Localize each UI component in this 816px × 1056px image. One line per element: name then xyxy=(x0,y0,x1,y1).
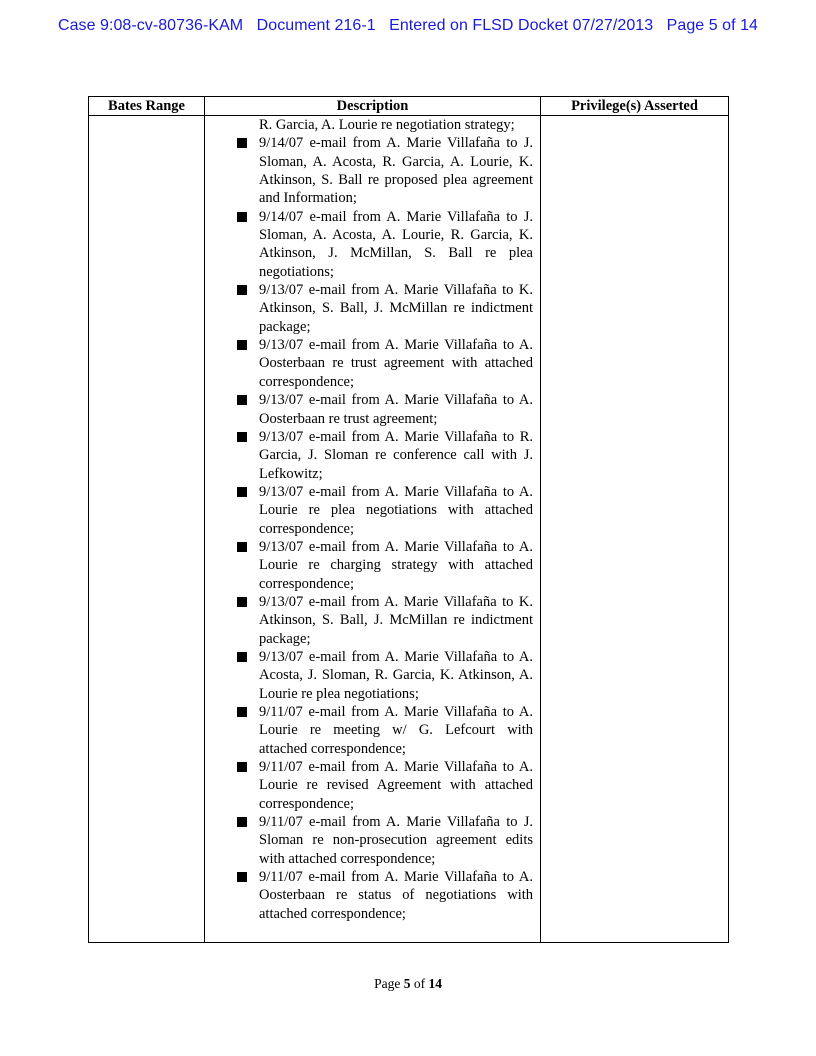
entry-text: 9/13/07 e-mail from A. Marie Villafaña to A. Lourie re charging strategy with attached correspondence; xyxy=(259,538,533,592)
list-item xyxy=(259,703,533,758)
list-item xyxy=(259,648,533,703)
list-item xyxy=(259,281,533,336)
footer-page-word: Page xyxy=(374,976,401,991)
description-cell xyxy=(205,116,541,943)
entry-text: 9/14/07 e-mail from A. Marie Villafaña to J. Sloman, A. Acosta, A. Lourie, R. Garcia, K. Atkinson, J. McMillan, S. Ball re plea negotiations; xyxy=(259,208,533,280)
footer-page-number: 5 xyxy=(403,976,411,991)
list-item xyxy=(259,813,533,868)
entry-text: 9/11/07 e-mail from A. Marie Villafaña to J. Sloman re non-prosecution agreement edits with attached correspondence; xyxy=(259,814,533,867)
list-item xyxy=(259,538,533,593)
privilege-asserted-cell xyxy=(541,116,729,943)
entry-text: 9/11/07 e-mail from A. Marie Villafaña to A. Lourie re revised Agreement with attached correspondence; xyxy=(259,759,533,812)
entry-text: 9/14/07 e-mail from A. Marie Villafaña to J. Sloman, A. Acosta, R. Garcia, A. Lourie, K. Atkinson, S. Ball re proposed plea agreement and Information; xyxy=(259,135,533,207)
entry-text: 9/13/07 e-mail from A. Marie Villafaña to A. Lourie re plea negotiations with attached correspondence; xyxy=(259,483,533,537)
square-bullet-icon xyxy=(237,762,247,772)
square-bullet-icon xyxy=(237,212,247,222)
column-header-privileges-asserted: Privilege(s) Asserted xyxy=(541,97,729,116)
bates-range-cell xyxy=(89,116,205,943)
footer-total-pages: 14 xyxy=(428,976,442,991)
square-bullet-icon xyxy=(237,432,247,442)
page-footer xyxy=(0,976,816,992)
list-item xyxy=(259,208,533,281)
square-bullet-icon xyxy=(237,542,247,552)
entry-text: 9/13/07 e-mail from A. Marie Villafaña to A. Oosterbaan re trust agreement; xyxy=(259,392,533,427)
table-header-row xyxy=(89,97,729,116)
list-item xyxy=(259,134,533,207)
column-header-bates-range: Bates Range xyxy=(89,97,205,116)
continuation-text: R. Garcia, A. Lourie re negotiation strategy; xyxy=(259,117,515,133)
entry-text: 9/13/07 e-mail from A. Marie Villafaña to R. Garcia, J. Sloman re conference call with J. Lefkowitz; xyxy=(259,428,533,482)
entry-text: 9/13/07 e-mail from A. Marie Villafaña to K. Atkinson, S. Ball, J. McMillan re indictment package; xyxy=(259,282,533,335)
case-header-stamp: Case 9:08-cv-80736-KAM Document 216-1 Entered on FLSD Docket 07/27/2013 Page 5 of 14 xyxy=(57,17,758,34)
square-bullet-icon xyxy=(237,817,247,827)
list-item xyxy=(259,758,533,813)
list-item xyxy=(259,391,533,428)
description-entry-list xyxy=(205,116,540,923)
privilege-log-table xyxy=(88,96,729,943)
list-item xyxy=(259,336,533,391)
entry-text: 9/13/07 e-mail from A. Marie Villafaña to A. Acosta, J. Sloman, R. Garcia, K. Atkinson, A. Lourie re plea negotiations; xyxy=(259,648,533,702)
square-bullet-icon xyxy=(237,707,247,717)
square-bullet-icon xyxy=(237,285,247,295)
square-bullet-icon xyxy=(237,340,247,350)
square-bullet-icon xyxy=(237,395,247,405)
list-item xyxy=(259,483,533,538)
entry-text: 9/13/07 e-mail from A. Marie Villafaña to K. Atkinson, S. Ball, J. McMillan re indictment package; xyxy=(259,593,533,647)
list-item xyxy=(259,428,533,483)
square-bullet-icon xyxy=(237,597,247,607)
entry-text: 9/11/07 e-mail from A. Marie Villafaña to A. Oosterbaan re status of negotiations with attached correspondence; xyxy=(259,869,533,922)
list-item xyxy=(259,593,533,648)
entry-text: 9/11/07 e-mail from A. Marie Villafaña to A. Lourie re meeting w/ G. Lefcourt with attached correspondence; xyxy=(259,704,533,757)
square-bullet-icon xyxy=(237,487,247,497)
column-header-description: Description xyxy=(205,97,541,116)
square-bullet-icon xyxy=(237,652,247,662)
list-item xyxy=(259,868,533,923)
square-bullet-icon xyxy=(237,872,247,882)
table-row xyxy=(89,116,729,943)
square-bullet-icon xyxy=(237,138,247,148)
footer-of-word: of xyxy=(413,976,426,991)
entry-text: 9/13/07 e-mail from A. Marie Villafaña to A. Oosterbaan re trust agreement with attached correspondence; xyxy=(259,337,533,390)
